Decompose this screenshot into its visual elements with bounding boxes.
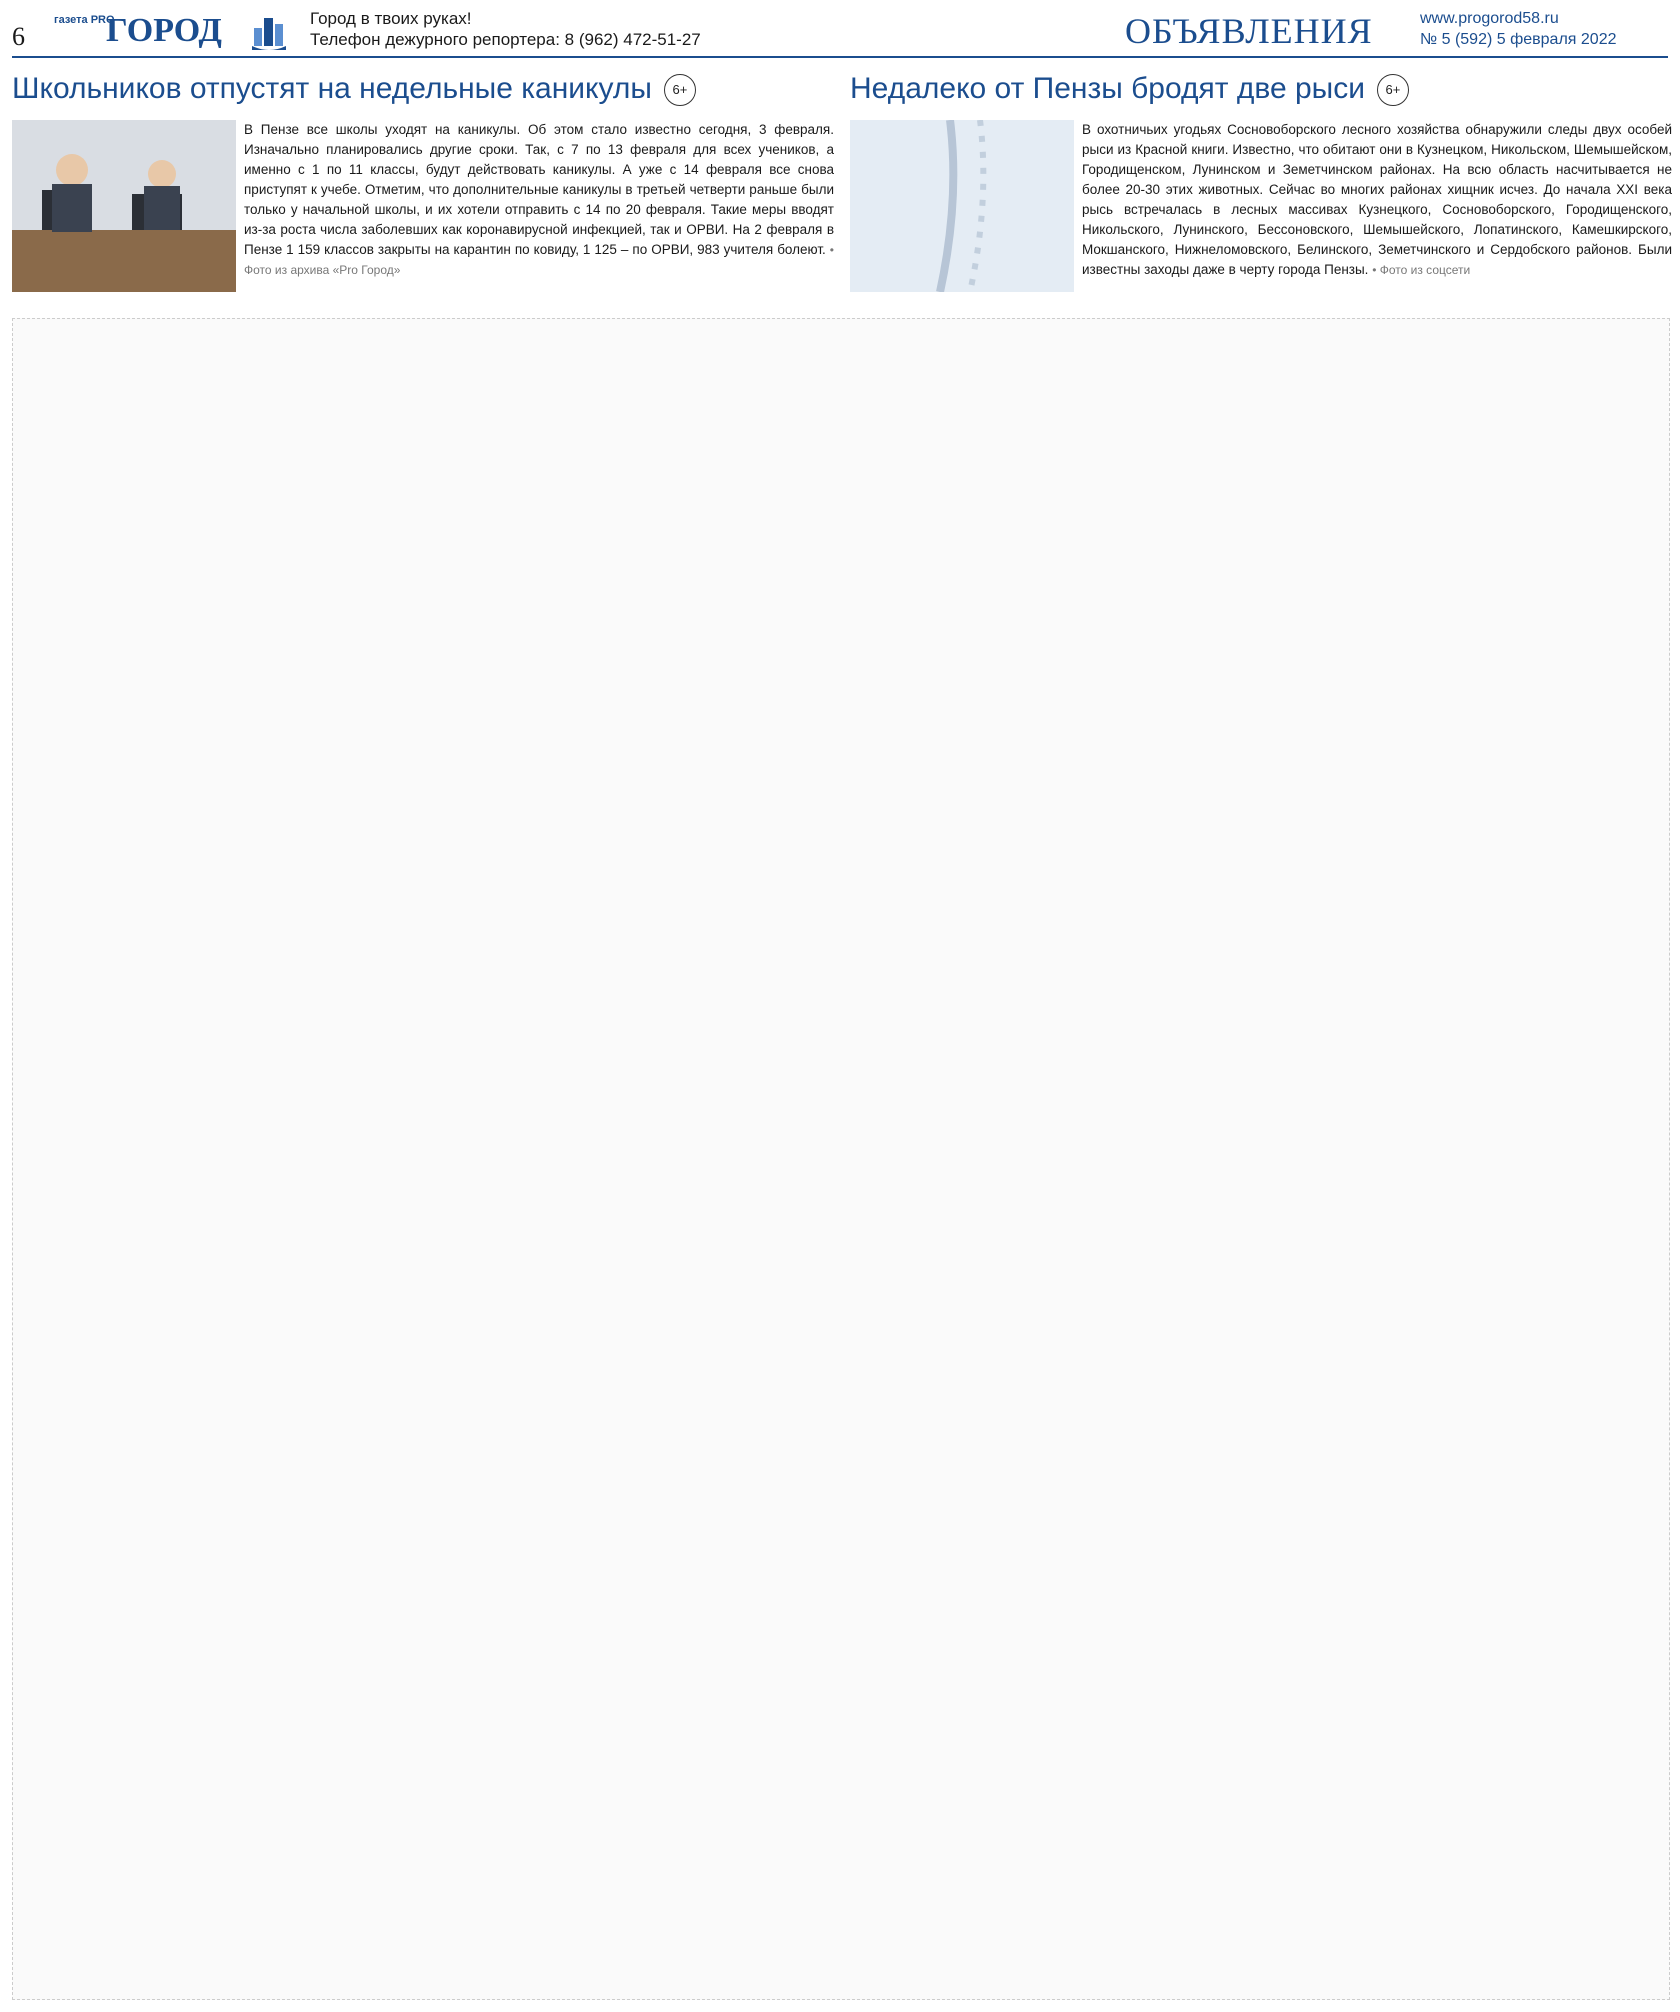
section-title: ОБЪЯВЛЕНИЯ [1125, 11, 1373, 51]
story-text [244, 120, 834, 280]
story-body: В Пензе все школы уходят на каникулы. Об этом стало известно сегодня, 3 февраля. Изначально планировались другие сроки. Так, с 7 по 13 февраля для всех учеников, а именно с 1 по 11 классы, будут действовать каникулы. А уже с 14 февраля все снова приступят к учебе. Отметим, что дополнительные каникулы в третьей четверти раньше были только у начальной школы, и их хотели отправить с 14 по 20 февраля. Такие меры вводят из-за роста числа заболевших как коронавирусной инфекцией, так и ОРВИ. На 2 февраля в Пензе 1 159 классов закрыты на карантин по ковиду, 1 125 – по ОРВИ, 983 учителя болеют. [244, 122, 834, 257]
city-hand-icon [250, 12, 288, 52]
slogan: Город в твоих руках! [310, 9, 472, 28]
issue-info [1420, 8, 1617, 50]
photo-credit: • Фото из архива «Pro Город» [244, 243, 834, 277]
classifieds-area-placeholder [12, 318, 1670, 2000]
story-title [850, 72, 1668, 106]
schoolchildren-photo [12, 120, 236, 292]
age-rating: 6+ [1377, 74, 1409, 106]
age-rating: 6+ [664, 74, 696, 106]
snow-tracks-photo [850, 120, 1074, 292]
website: www.progorod58.ru [1420, 10, 1559, 27]
photo-credit: • Фото из соцсети [1372, 263, 1471, 277]
issue-number: № 5 (592) 5 февраля 2022 [1420, 31, 1617, 48]
slogan-block [310, 8, 701, 50]
header-rule [12, 56, 1668, 58]
news-story [850, 72, 1672, 277]
story-text [1082, 120, 1672, 280]
news-story [12, 72, 834, 277]
logo-title: ГОРОД [106, 12, 222, 49]
page-number: 6 [12, 22, 25, 51]
logo-prefix: газета PRO [54, 14, 115, 26]
story-title-text: Школьников отпустят на недельные каникулы [12, 72, 652, 105]
newspaper-logo [54, 12, 244, 52]
story-title-text: Недалеко от Пензы бродят две рыси [850, 72, 1365, 105]
reporter-phone: Телефон дежурного репортера: 8 (962) 472-51-27 [310, 30, 701, 49]
story-body: В охотничьих угодьях Сосновоборского лесного хозяйства обнаружили следы двух особей рыси из Красной книги. Известно, что обитают они в Кузнецком, Никольском, Шемышейском, Городищенском, Лунинском и Земетчинском районах. На всю область насчитывается не более 20-30 этих животных. Сейчас во многих районах хищник исчез. До начала XXI века рысь встречалась в лесных массивах Кузнецкого, Сосновоборского, Городищенского, Никольского, Лунинского, Бессоновского, Шемышейского, Лопатинского, Камешкирского, Мокшанского, Нижнеломовского, Белинского, Земетчинского и Сердобского районов. Были известны заходы даже в черту города Пензы. [1082, 122, 1672, 277]
story-title [12, 72, 830, 106]
